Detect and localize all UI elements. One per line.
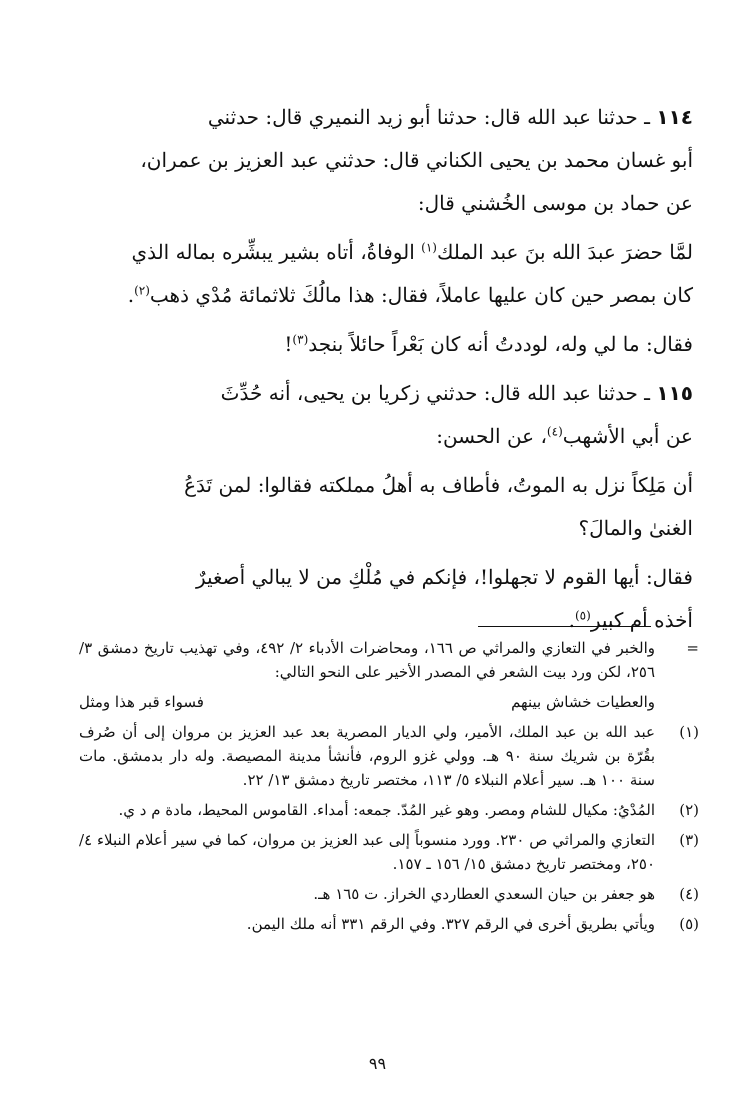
footnote-3-text: التعازي والمراثي ص ٢٣٠. وورد منسوباً إلى عبد العزيز بن مروان، كما في سير أعلام النبلاء ٤/ ٢٥٠، ومختصر تاريخ دمشق ١٥/ ١٥٦ ـ ١٥٧. <box>79 831 655 873</box>
quote-2 <box>79 323 693 366</box>
quote-4-line-2b: . <box>568 608 575 632</box>
report-number-115: ١١٥ <box>656 381 693 405</box>
footnote-ref-4[interactable]: (٤) <box>546 424 563 439</box>
report-115 <box>79 372 693 458</box>
footnote-continuation <box>79 636 699 684</box>
report-114 <box>79 96 693 225</box>
footnote-1-text: عبد الله بن عبد الملك، الأمير، ولي الديار المصرية بعد عبد العزيز بن مروان إلى أن صُرف بقُرّة بن شريك سنة ٩٠ هـ. وولي غزو الروم، فأنشأ مدينة المصيصة. وله دار بدمشق. مات سنة ١٠٠ هـ. سير أعلام النبلاء ٥/ ١١٣، مختصر تاريخ دمشق ١٣/ ٢٢. <box>79 723 655 789</box>
quote-1-part-a: لمَّا حضرَ عبدَ الله بنَ عبد الملك <box>436 240 693 264</box>
quote-3-line-2: الغنىٰ والمالَ؟ <box>578 516 693 540</box>
report-114-line-2: أبو غسان محمد بن يحيى الكناني قال: حدثني عبد العزيز بن عمران، <box>140 148 693 172</box>
footnote-continuation-mark: = <box>686 639 699 657</box>
report-115-line-2a: عن أبي الأشهب <box>562 424 693 448</box>
quote-2-part-b: ! <box>284 332 293 356</box>
quote-1-part-d: . <box>127 283 135 307</box>
report-number-114: ١١٤ <box>656 105 693 129</box>
report-114-line-3: عن حماد بن موسى الخُشني قال: <box>417 191 693 215</box>
footnote-4-text: هو جعفر بن حيان السعدي العطاردي الخراز. ت ١٦٥ هـ. <box>313 885 655 903</box>
quote-3 <box>79 464 693 550</box>
report-115-line-1: ـ حدثنا عبد الله قال: حدثني زكريا بن يحيى، أنه حُدِّثَ <box>220 381 657 405</box>
footnote-ref-3[interactable]: (٣) <box>292 332 309 347</box>
main-text <box>79 96 693 642</box>
footnote-ref-5[interactable]: (٥) <box>574 608 591 623</box>
footnote-divider <box>478 626 651 627</box>
quote-1-part-c: كان بمصر حين كان عليها عاملاً، فقال: هذا مالُكَ ثلاثمائة مُدْي ذهب <box>149 283 693 307</box>
quote-1 <box>79 231 693 317</box>
footnote-5-text: ويأتي بطريق أخرى في الرقم ٣٢٧. وفي الرقم ٣٣١ أنه ملك اليمن. <box>246 915 655 933</box>
footnote-2-text: المُدْيُ: مكيال للشام ومصر. وهو غير المُدّ. جمعه: أمداء. القاموس المحيط، مادة م د ي. <box>118 801 655 819</box>
poetry-verse <box>79 690 655 714</box>
report-115-line-2b: ، عن الحسن: <box>436 424 547 448</box>
footnote-4-mark: (٤) <box>679 885 699 903</box>
page-number: ٩٩ <box>368 1054 387 1073</box>
footnotes <box>79 636 699 942</box>
footnote-1-mark: (١) <box>679 723 699 741</box>
report-114-line-1: ـ حدثنا عبد الله قال: حدثنا أبو زيد النميري قال: حدثني <box>207 105 657 129</box>
verse-first-hemistich: والعطيات خشاش بينهم <box>511 693 655 711</box>
footnote-5 <box>79 912 699 936</box>
quote-3-line-1: أن مَلِكاً نزل به الموتُ، فأطاف به أهلُ مملكته فقالوا: لمن تَدَعُ <box>184 473 693 497</box>
footnote-2 <box>79 798 699 822</box>
footnote-continuation-text: والخبر في التعازي والمراثي ص ١٦٦، ومحاضرات الأدباء ٢/ ٤٩٢، وفي تهذيب تاريخ دمشق ٣/ ٢٥٦، لكن ورد بيت الشعر في المصدر الأخير على النحو التالي: <box>79 639 656 681</box>
footnote-1 <box>79 720 699 792</box>
verse-second-hemistich: فسواء قبر هذا ومثل <box>79 693 204 711</box>
quote-1-part-b: الوفاةُ، أتاه بشير يبشِّره بماله الذي <box>131 240 422 264</box>
footnote-5-mark: (٥) <box>679 915 699 933</box>
footnote-ref-2[interactable]: (٢) <box>134 283 150 298</box>
footnote-2-mark: (٢) <box>679 801 699 819</box>
quote-4 <box>79 556 693 642</box>
quote-4-line-1: فقال: أيها القوم لا تجهلوا!، فإنكم في مُلْكِ من لا يبالي أصغيرٌ <box>195 565 693 589</box>
quote-2-part-a: فقال: ما لي وله، لوددتُ أنه كان بَعْراً حائلاً بنجد <box>308 332 693 356</box>
quote-4-line-2a: أخذه أم كبير <box>590 608 693 632</box>
footnote-3 <box>79 828 699 876</box>
footnote-ref-1[interactable]: (١) <box>421 240 437 255</box>
footnote-3-mark: (٣) <box>679 831 699 849</box>
footnote-4 <box>79 882 699 906</box>
